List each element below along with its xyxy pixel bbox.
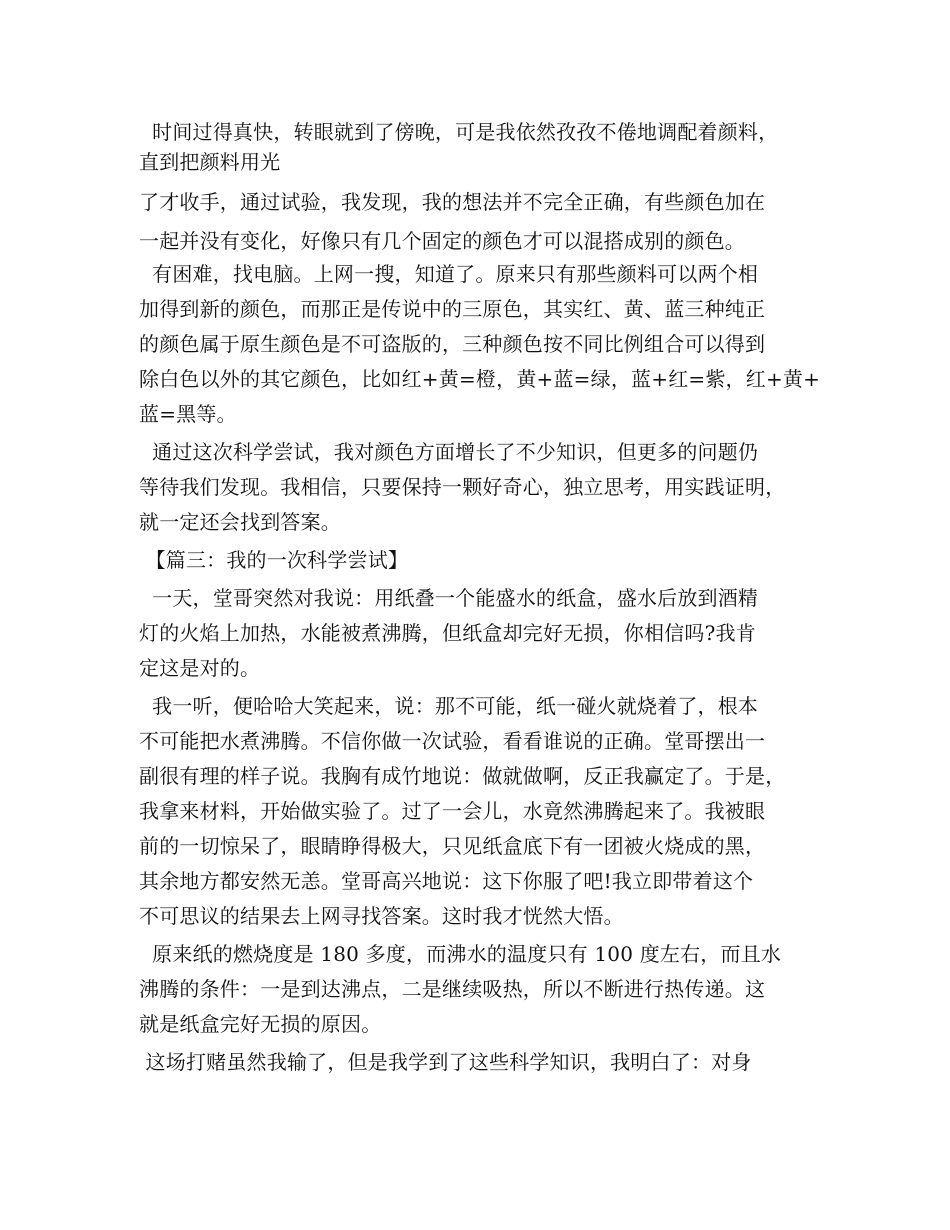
text-line: 除白色以外的其它颜色，比如红+黄=橙，黄+蓝=绿，蓝+红=紫，红+黄+ xyxy=(139,367,821,391)
text-line: 我一听，便哈哈大笑起来，说：那不可能，纸一碰火就烧着了，根本 xyxy=(139,694,759,718)
text-line: 不可能把水煮沸腾。不信你做一次试验，看看谁说的正确。堂哥摆出一 xyxy=(139,729,766,753)
text-line: 我拿来材料，开始做实验了。过了一会儿，水竟然沸腾起来了。我被眼 xyxy=(139,799,766,823)
text-line: 有困难，找电脑。上网一搜，知道了。原来只有那些颜料可以两个相 xyxy=(139,262,759,286)
text-line: 一天，堂哥突然对我说：用纸叠一个能盛水的纸盒，盛水后放到酒精 xyxy=(139,586,759,610)
text-line: 沸腾的条件：一是到达沸点，二是继续吸热，所以不断进行热传递。这 xyxy=(139,977,766,1001)
text-line: 直到把颜料用光 xyxy=(139,150,281,174)
text-line: 就一定还会找到答案。 xyxy=(139,510,341,534)
text-line: 灯的火焰上加热，水能被煮沸腾，但纸盒却完好无损，你相信吗?我肯 xyxy=(139,621,756,645)
text-line: 的颜色属于原生颜色是不可盗版的，三种颜色按不同比例组合可以得到 xyxy=(139,332,766,356)
text-line: 前的一切惊呆了，眼睛睁得极大，只见纸盒底下有一团被火烧成的黑， xyxy=(139,834,766,858)
text-line: 通过这次科学尝试，我对颜色方面增长了不少知识，但更多的问题仍 xyxy=(139,440,759,464)
text-line: 加得到新的颜色，而那正是传说中的三原色，其实红、黄、蓝三种纯正 xyxy=(139,297,766,321)
text-line: 等待我们发现。我相信，只要保持一颗好奇心，独立思考，用实践证明， xyxy=(139,475,786,499)
text-line: 这场打赌虽然我输了，但是我学到了这些科学知识，我明白了：对身 xyxy=(139,1050,752,1074)
text-line: 定这是对的。 xyxy=(139,656,261,680)
text-line: 其余地方都安然无恙。堂哥高兴地说：这下你服了吧!我立即带着这个 xyxy=(139,869,754,893)
text-line: 一起并没有变化，好像只有几个固定的颜色才可以混搭成别的颜色。 xyxy=(139,229,745,253)
text-line: 原来纸的燃烧度是 180 多度，而沸水的温度只有 100 度左右，而且水 xyxy=(139,942,782,966)
text-line: 不可思议的结果去上网寻找答案。这时我才恍然大悟。 xyxy=(139,904,624,928)
text-line: 蓝=黑等。 xyxy=(139,402,237,426)
text-line: 就是纸盒完好无损的原因。 xyxy=(139,1012,382,1036)
text-line: 时间过得真快，转眼就到了傍晚，可是我依然孜孜不倦地调配着颜料， xyxy=(139,120,779,144)
text-line: 了才收手，通过试验，我发现，我的想法并不完全正确，有些颜色加在 xyxy=(139,190,766,214)
text-line: 副很有理的样子说。我胸有成竹地说：做就做啊，反正我赢定了。于是， xyxy=(139,764,786,788)
section-heading: 【篇三：我的一次科学尝试】 xyxy=(139,548,409,572)
